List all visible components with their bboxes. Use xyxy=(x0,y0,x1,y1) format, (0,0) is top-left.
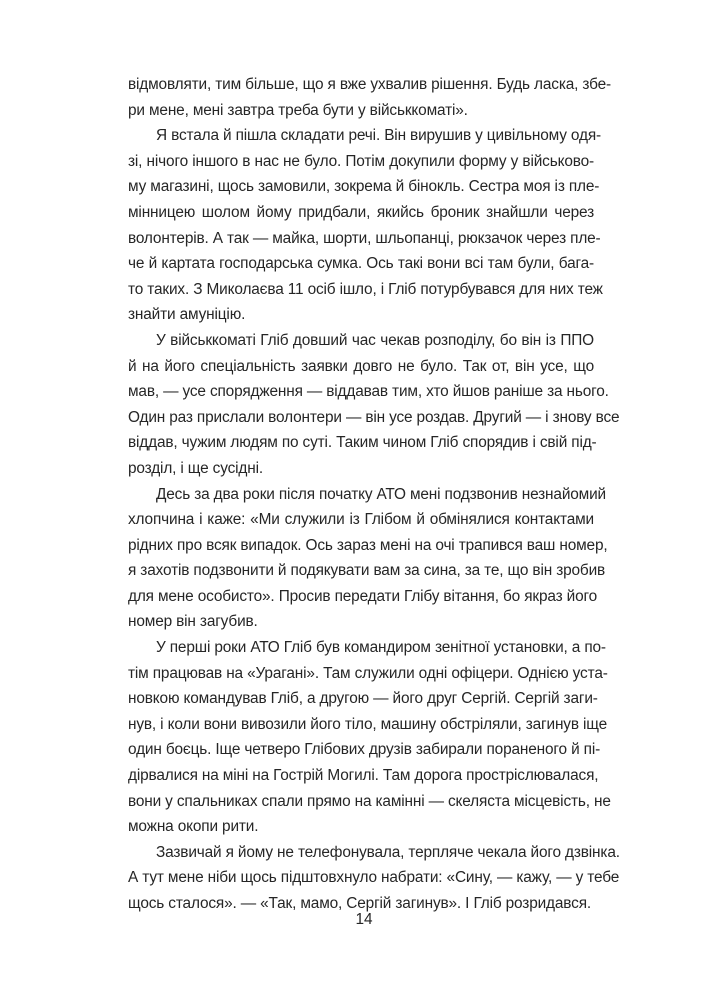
text-line: вони у спальниках спали прямо на камінні — скеляста місцевість, не xyxy=(128,792,611,810)
text-line: зі, нічого іншого в нас не було. Потім докупили форму у військово- xyxy=(128,152,594,170)
text-line: Зазвичай я йому не телефонувала, терпляче чекала його дзвінка. xyxy=(156,843,620,861)
text-line: че й картата господарська сумка. Ось такі вони всі там були, бага- xyxy=(128,255,594,273)
paragraph xyxy=(128,840,620,917)
text-line: новкою командував Гліб, а другою — його друг Сергій. Сергій заги- xyxy=(128,690,598,708)
text-line: Один раз прислали волонтери — він усе роздав. Другий — і знову все xyxy=(128,408,620,426)
text-line: віддав, чужим людям по суті. Таким чином Гліб спорядив і свій під- xyxy=(128,434,597,452)
text-line: дірвалися на міні на Гострій Могилі. Там дорога простріслювалася, xyxy=(128,767,599,785)
text-line: відмовляти, тим більше, що я вже ухвалив рішення. Будь ласка, збе- xyxy=(128,76,612,93)
text-line: Я встала й пішла складати речі. Він вирушив у цивільному одя- xyxy=(156,127,601,145)
paragraph xyxy=(128,635,611,840)
text-line: рідних про всяк випадок. Ось зараз мені на очі трапився ваш номер, xyxy=(128,536,608,554)
text-line: му магазині, щось замовили, зокрема й бінокль. Сестра моя із пле- xyxy=(128,178,600,196)
text-line: один боєць. Іще четверо Глібових друзів забирали пораненого й пі- xyxy=(128,741,601,759)
text-line: й на його спеціальність заявки довго не було. Так от, він усе, що xyxy=(128,357,594,375)
paragraph xyxy=(128,123,603,328)
text-line: тім працював на «Урагані». Там служили одні офіцери. Однією уста- xyxy=(128,664,608,682)
text-line: можна окопи рити. xyxy=(128,818,259,836)
text-line: то таких. З Миколаєва 11 осіб ішло, і Гліб потурбувався для них теж xyxy=(128,280,603,298)
text-line: я захотів подзвонити й подякувати вам за сина, за те, що він зробив xyxy=(128,562,606,580)
paragraph xyxy=(128,328,620,482)
text-line: нув, і коли вони вивозили його тіло, машину обстріляли, загинув іще xyxy=(128,715,608,733)
text-line: У перші роки АТО Гліб був командиром зенітної установки, а по- xyxy=(156,639,606,657)
text-line: номер він загубив. xyxy=(128,613,258,631)
page-number: 14 xyxy=(355,911,373,928)
text-line: для мене особисто». Просив передати Глібу вітання, бо якраз його xyxy=(128,587,598,605)
text-line: ри мене, мені завтра треба бути у військкоматі». xyxy=(128,101,468,119)
text-line: знайти амуніцію. xyxy=(128,306,246,324)
paragraph xyxy=(128,72,612,123)
body-text xyxy=(128,72,620,917)
text-line: розділ, і ще сусідні. xyxy=(128,459,263,477)
text-line: У військкоматі Гліб довший час чекав розподілу, бо він із ППО xyxy=(156,331,594,349)
text-line: мінницею шолом йому придбали, якийсь броник знайшли через xyxy=(128,203,594,221)
text-line: хлопчина і каже: «Ми служили із Глібом й обмінялися контактами xyxy=(128,511,594,529)
text-line: Десь за два роки після початку АТО мені подзвонив незнайомий xyxy=(156,485,606,503)
text-line: мав, — усе спорядження — віддавав тим, хто йшов раніше за нього. xyxy=(128,383,609,401)
text-line: А тут мене ніби щось підштовхнуло набрати: «Сину, — кажу, — у тебе xyxy=(128,869,620,887)
text-line: волонтерів. А так — майка, шорти, шльопанці, рюкзачок через пле- xyxy=(128,229,601,247)
paragraph xyxy=(128,482,608,636)
text-line: щось сталося». — «Так, мамо, Сергій загинув». І Гліб розридався. xyxy=(128,895,592,912)
